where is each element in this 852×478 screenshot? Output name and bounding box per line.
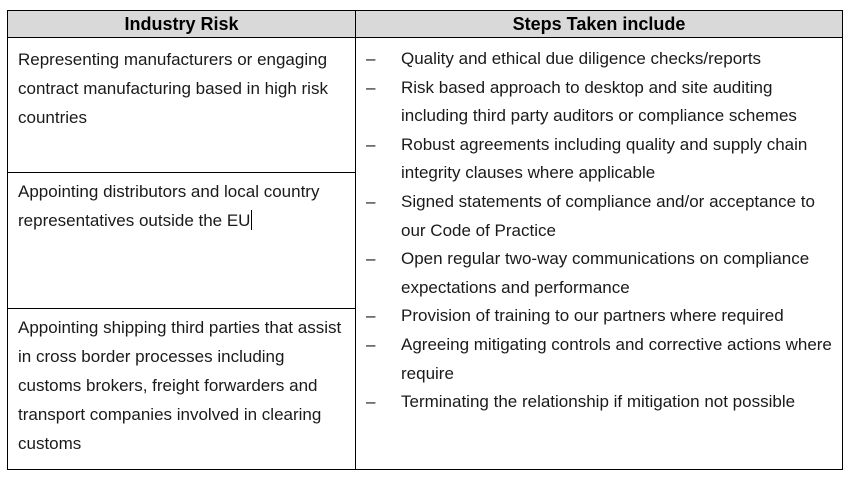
list-item — [356, 302, 842, 331]
risk-cell-shipping: Appointing shipping third parties that assist in cross border processes including customs brokers, freight forwarders and transport companies involved in clearing customs — [18, 318, 342, 453]
list-item — [356, 388, 842, 417]
step-text: Signed statements of compliance and/or acceptance to our Code of Practice — [401, 191, 815, 240]
step-text: Agreeing mitigating controls and corrective actions where require — [401, 334, 832, 383]
dash-bullet: – — [366, 49, 376, 68]
list-item — [356, 188, 842, 245]
risk-cell-distributors[interactable] — [18, 177, 348, 235]
header-steps-taken: Steps Taken include — [512, 14, 686, 34]
text-cursor — [251, 210, 252, 230]
steps-list — [356, 45, 842, 417]
dash-bullet: – — [366, 334, 376, 354]
step-text: Open regular two-way communications on compliance expectations and performance — [401, 249, 810, 297]
risk-table — [7, 10, 843, 470]
dash-bullet: – — [366, 392, 376, 412]
step-text: Robust agreements including quality and supply chain integrity clauses where applicable — [401, 134, 808, 183]
header-industry-risk: Industry Risk — [124, 14, 239, 34]
step-text: Terminating the relationship if mitigation not possible — [401, 392, 796, 412]
dash-bullet: – — [366, 249, 376, 269]
table-header-row — [8, 11, 842, 38]
list-item — [356, 45, 842, 74]
dash-bullet: – — [366, 134, 376, 154]
row-divider — [8, 308, 355, 309]
list-item — [356, 245, 842, 302]
dash-bullet: – — [366, 306, 376, 326]
list-item — [356, 331, 842, 388]
step-text: Provision of training to our partners where required — [401, 306, 784, 326]
dash-bullet: – — [366, 77, 376, 97]
step-text: Quality and ethical due diligence checks/reports — [401, 49, 762, 68]
step-text: Risk based approach to desktop and site auditing including third party auditors or compliance schemes — [401, 77, 797, 126]
list-item — [356, 131, 842, 188]
risk-cell-manufacturers: Representing manufacturers or engaging contract manufacturing based in high risk countries — [18, 50, 328, 127]
list-item — [356, 74, 842, 131]
row-divider — [8, 172, 355, 173]
risk-cell-distributors-text: Appointing distributors and local country representatives outside the EU — [18, 182, 320, 230]
dash-bullet: – — [366, 191, 376, 211]
